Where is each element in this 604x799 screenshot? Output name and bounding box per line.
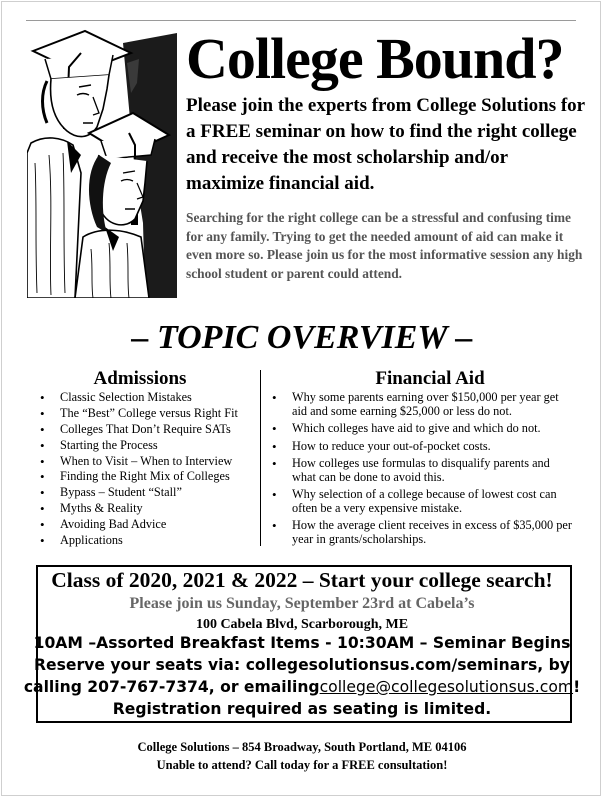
call-suffix: ! xyxy=(573,678,581,696)
list-item: • Starting the Process xyxy=(38,439,258,453)
list-item: • Myths & Reality xyxy=(38,502,258,516)
list-item: • Finding the Right Mix of Colleges xyxy=(38,470,258,484)
lead-paragraph: Please join the experts from College Solutions for a FREE seminar on how to find the right college and receive the most scholarship and/or maximize financial aid. xyxy=(186,95,585,194)
event-headline: Class of 2020, 2021 & 2022 – Start your college search! xyxy=(51,568,553,592)
list-item: • How the average client receives in excess of $35,000 per year in grants/scholarships. xyxy=(270,519,575,546)
event-invite: Please join us Sunday, September 23rd at Cabela’s xyxy=(129,595,475,612)
footer-cta: Unable to attend? Call today for a FREE consultation! xyxy=(156,758,448,772)
admissions-list xyxy=(38,391,258,550)
event-schedule: 10AM –Assorted Breakfast Items - 10:30AM – Seminar Begins xyxy=(33,634,571,652)
topic-overview-heading: – TOPIC OVERVIEW – xyxy=(131,319,473,356)
admissions-heading: Admissions xyxy=(93,368,187,389)
list-item: • The “Best” College versus Right Fit xyxy=(38,407,258,421)
event-address: 100 Cabela Blvd, Scarborough, ME xyxy=(195,617,409,632)
graduates-illustration xyxy=(27,23,177,298)
list-item: • When to Visit – When to Interview xyxy=(38,455,258,469)
list-item: • Why selection of a college because of lowest cost can often be a very expensive mistake. xyxy=(270,488,575,515)
registration-note: Registration required as seating is limited. xyxy=(112,700,492,718)
list-item: • Which colleges have aid to give and which do not. xyxy=(270,422,575,436)
list-item: • Classic Selection Mistakes xyxy=(38,391,258,405)
email-link[interactable]: college@collegesolutionsus.com xyxy=(319,678,574,696)
reserve-line: Reserve your seats via: collegesolutionsus.com/seminars, by xyxy=(34,656,570,674)
list-item: • How to reduce your out-of-pocket costs. xyxy=(270,440,575,454)
top-rule xyxy=(26,20,576,21)
list-item: • Colleges That Don’t Require SATs xyxy=(38,423,258,437)
list-item: • Why some parents earning over $150,000 per year get aid and some earning $25,000 or less do not. xyxy=(270,391,575,418)
list-item: • How colleges use formulas to disqualify parents and what can be done to avoid this. xyxy=(270,457,575,484)
column-divider xyxy=(260,370,261,546)
financial-aid-heading: Financial Aid xyxy=(375,368,485,389)
financial-aid-list xyxy=(270,391,575,550)
list-item: • Applications xyxy=(38,534,258,548)
footer-address: College Solutions – 854 Broadway, South Portland, ME 04106 xyxy=(137,740,467,754)
call-text: calling 207-767-7374, or emailing xyxy=(23,678,320,696)
intro-paragraph: Searching for the right college can be a stressful and confusing time for any family. Trying to get the needed amount of aid can make it even more so. Please join us for the most informative session any high school student or parent could attend. xyxy=(186,210,583,281)
contact-line xyxy=(0,676,604,698)
list-item: • Avoiding Bad Advice xyxy=(38,518,258,532)
page-title: College Bound? xyxy=(186,26,564,91)
list-item: • Bypass – Student “Stall” xyxy=(38,486,258,500)
